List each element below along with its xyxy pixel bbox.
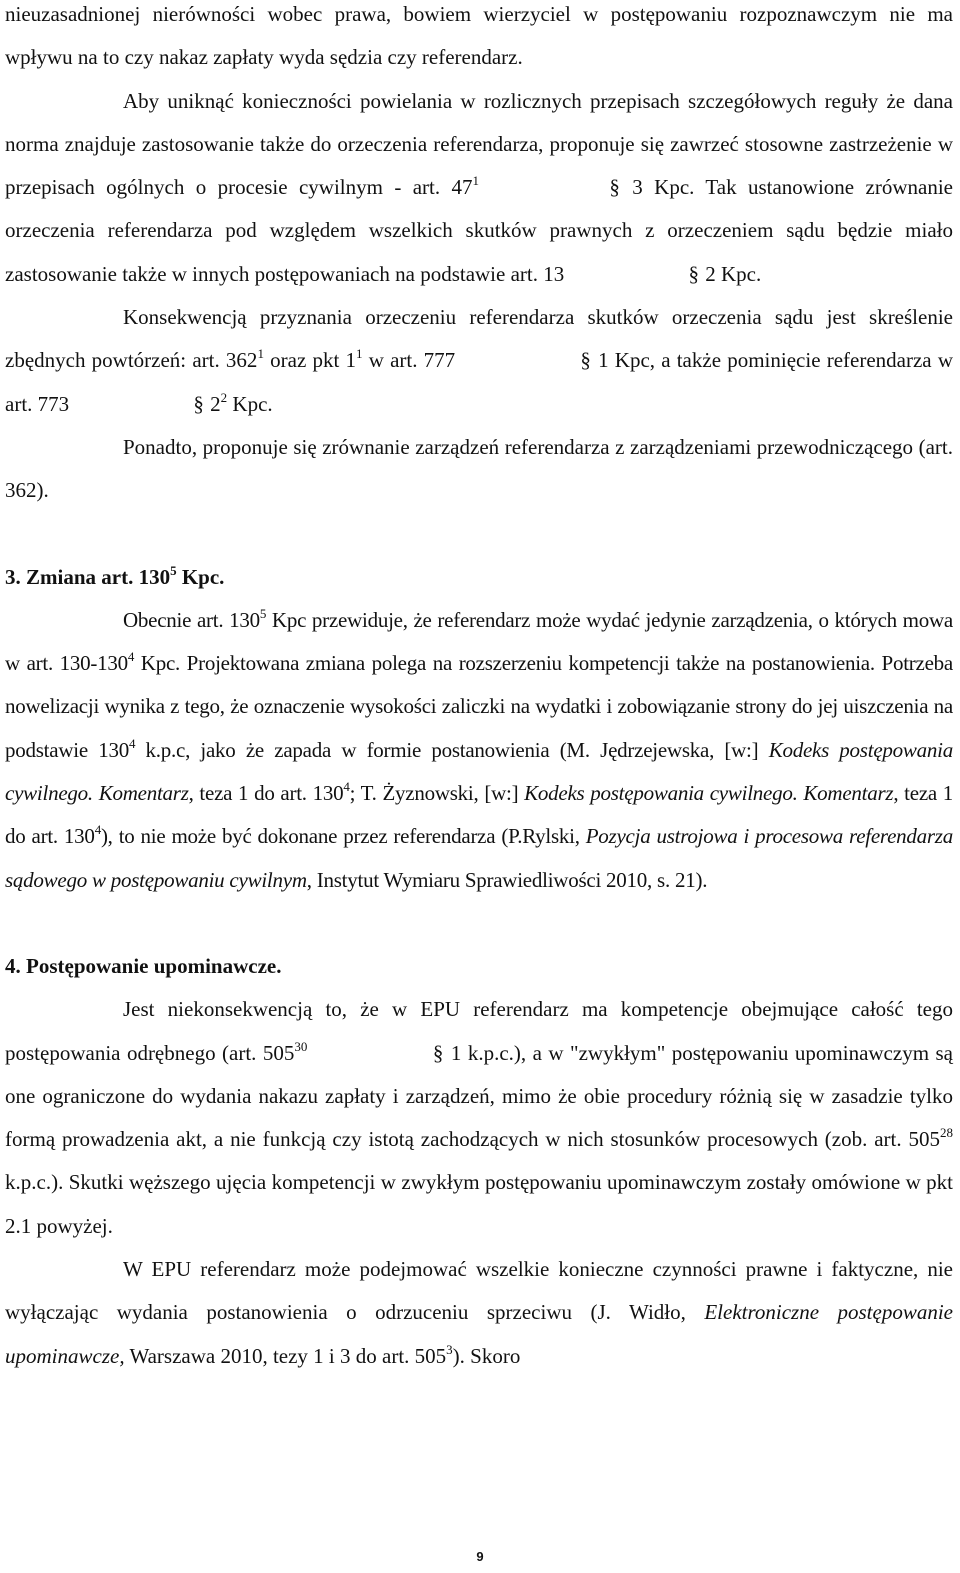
superscript: 30 [294, 1038, 308, 1054]
text: 2 Kpc. [700, 261, 762, 286]
text: ; T. Żyznowski, [w:] [349, 781, 525, 806]
section-sign: § [580, 348, 591, 373]
spacer [5, 902, 953, 945]
paragraph-6 [5, 988, 953, 1248]
spacer [5, 513, 953, 556]
document-page [5, 0, 953, 1573]
paragraph-7 [5, 1248, 953, 1378]
text: Konsekwencją przyznania orzeczeniu referendarza skutków orzeczenia sądu jest skreślenie zbędnych powtórzeń: art. 362 [5, 305, 953, 373]
heading-text: 4. Postępowanie upominawcze. [5, 953, 282, 978]
section-sign: § [688, 261, 699, 286]
section-sign: § [609, 175, 620, 200]
superscript: 1 [257, 346, 264, 362]
text: Kpc. [227, 391, 273, 416]
text: oraz pkt 1 [263, 348, 357, 373]
text: Warszawa 2010, tezy 1 i 3 do art. 505 [124, 1343, 447, 1368]
text: Kpc. Projektowana zmiana polega na rozszerzeniu kompetencji także na postanowienia. Potrzeba nowelizacji wynika z tego, że oznaczenie wysokości zaliczki na wydatki i zobowiązanie strony do jej uiszczenia na podstawie 130 [5, 651, 954, 762]
text: Obecnie art. 130 [123, 607, 260, 632]
superscript: 28 [940, 1125, 953, 1141]
text: , Instytut Wymiaru Sprawiedliwości 2010, s. 21). [306, 867, 708, 892]
italic-citation: Kodeks postępowania cywilnego. Komentarz [524, 781, 894, 806]
text: ). Skoro [452, 1343, 521, 1368]
page-number: 9 [476, 1549, 484, 1564]
text: ), to nie może być dokonane przez referendarza (P.Rylski, [100, 824, 586, 849]
italic-citation: Kodeks postępowania cywilnego. Komentarz [5, 737, 953, 806]
text: k.p.c, jako że zapada w formie postanowienia (M. Jędrzejewska, [w:] [135, 737, 769, 762]
superscript: 4 [94, 822, 101, 838]
superscript: 2 [220, 389, 228, 405]
text: W EPU referendarz może podejmować wszelkie konieczne czynności prawne i faktyczne, nie wyłączając wydania postanowienia o odrzuceniu sprzeciwu (J. Widło, [5, 1257, 953, 1325]
section-sign: § [432, 1040, 444, 1065]
text: Aby uniknąć konieczności powielania w rozlicznych przepisach szczegółowych reguły że dana norma znajduje zastosowanie także do orzeczenia referendarza, proponuje się zawrzeć stosowne zastrzeżenie w przepisach ogólnych o procesie cywilnym - art. 47 [5, 88, 953, 200]
text: Ponadto, proponuje się zrównanie zarządzeń referendarza z zarządzeniami przewodniczącego (art. 362). [5, 434, 953, 503]
paragraph-4 [5, 426, 953, 513]
paragraph-5 [5, 599, 953, 902]
superscript: 5 [259, 605, 267, 621]
paragraph-1 [5, 0, 953, 80]
paragraph-3 [5, 296, 953, 426]
italic-citation: Pozycja ustrojowa i procesowa referendarza sądowego w postępowaniu cywilnym [5, 824, 953, 892]
text: , teza 1 do art. 130 [188, 781, 344, 806]
superscript: 4 [127, 649, 135, 665]
text: w art. 777 [362, 348, 462, 373]
text: 1 k.p.c.), a w "zwykłym" postępowaniu upominawczym są one ograniczone do wydania nakazu zapłaty i zarządzeń, mimo że obie procedury różnią się w zasadzie tylko formą prowadzenia akt, a nie funkcją czy istotą zachodzących w nich stosunków procesowych (zob. art. 505 [5, 1040, 953, 1152]
text: Kpc przewiduje, że referendarz może wydać jedynie zarządzenia, o których mowa w art. 130-130 [5, 607, 953, 676]
superscript: 4 [128, 735, 136, 751]
section-heading-4 [5, 945, 953, 988]
superscript: 1 [472, 173, 479, 189]
superscript: 1 [356, 346, 363, 362]
text: k.p.c.). Skutki węższego ujęcia kompetencji w zwykłym postępowaniu upominawczym zostały omówione w pkt 2.1 powyżej. [5, 1170, 953, 1238]
text: 3 Kpc. Tak ustanowione zrównanie orzeczenia referendarza pod względem wszelkich skutków prawnych z orzeczeniem sądu będzie miało zastosowanie także w innych postępowaniach na podstawie art. 13 [5, 175, 953, 286]
text: Jest niekonsekwencją to, że w EPU referendarz ma kompetencje obejmujące całość tego postępowania odrębnego (art. 505 [5, 997, 953, 1065]
text: , teza 1 do art. 130 [5, 781, 954, 849]
superscript: 5 [170, 562, 177, 578]
heading-text: 3. Zmiana art. 130 [5, 564, 171, 589]
section-heading-3 [5, 556, 953, 599]
superscript: 4 [343, 779, 350, 795]
paragraph-2 [5, 80, 953, 296]
superscript: 3 [446, 1341, 453, 1357]
italic-citation: Elektroniczne postępowanie upominawcze, [5, 1300, 954, 1368]
section-sign: § [193, 391, 204, 416]
text: 1 Kpc, a także pominięcie referendarza w art. 773 [5, 348, 953, 416]
text: 2 [204, 391, 221, 416]
text: nieuzasadnionej nierówności wobec prawa, bowiem wierzyciel w postępowaniu rozpoznawczym nie ma wpływu na to czy nakaz zapłaty wyda sędzia czy referendarz. [5, 2, 953, 70]
heading-text: Kpc. [176, 564, 225, 589]
